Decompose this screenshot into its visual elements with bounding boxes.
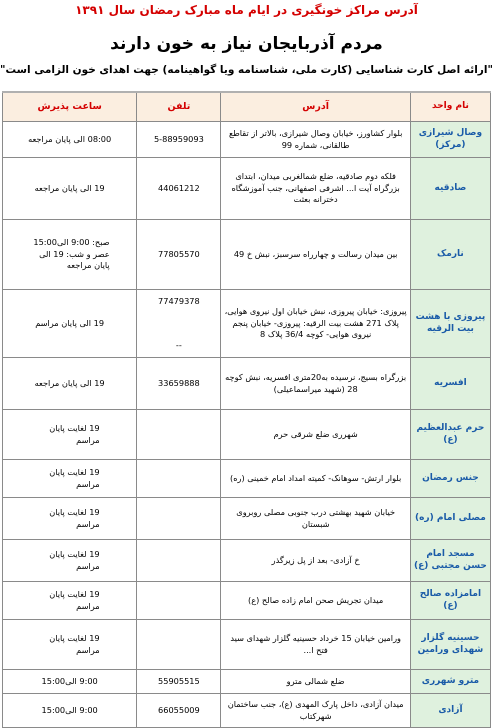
table-row <box>3 122 491 158</box>
row-phone <box>137 540 221 582</box>
table-row <box>3 498 491 540</box>
row-hours <box>3 582 137 620</box>
row-address: خ آزادی- بعد از پل زیرگذر <box>221 540 410 582</box>
row-address: بین میدان رسالت و چهارراه سرسبز، نبش خ 49 <box>221 220 410 290</box>
row-name: حسینیه گلزار شهدای ورامین <box>410 620 490 670</box>
row-phone <box>137 498 221 540</box>
table-row <box>3 220 491 290</box>
row-phone: 77805570 <box>137 220 221 290</box>
row-name: امامزاده صالح (ع) <box>410 582 490 620</box>
top-title: آدرس مراکز خونگیری در ایام ماه مبارک رمضان سال ۱۳۹۱ <box>75 3 418 17</box>
row-hours-text: 19 لغایت پایان مراسم <box>49 423 100 445</box>
row-phone <box>137 410 221 460</box>
row-phone: 66055009 <box>137 694 221 728</box>
table-row <box>3 410 491 460</box>
row-phone: 33659888 <box>137 358 221 410</box>
row-name: آزادی <box>410 694 490 728</box>
header-phone: تلفن <box>137 92 221 122</box>
row-address: پیروزی: خیابان پیروزی، نبش خیابان اول نیروی هوایی، پلاک 271 هشت بیت الرقیه: پیروزی- خیابان پنجم نیروی هوایی- کوچه 36/4 پلاک 8 <box>221 290 410 358</box>
row-phone <box>137 290 221 358</box>
row-address: بزرگراه بسیج، نرسیده به20متری افسریه، نبش کوچه 28 (شهید میراسماعیلی) <box>221 358 410 410</box>
header-address: آدرس <box>221 92 410 122</box>
row-hours <box>3 498 137 540</box>
table-row <box>3 358 491 410</box>
row-hours: 9:00 الی15:00 <box>3 670 137 694</box>
row-name: پیروزی با هشت بیت الرقیه <box>410 290 490 358</box>
table-row <box>3 460 491 498</box>
row-hours <box>3 410 137 460</box>
row-phone <box>137 620 221 670</box>
table-row <box>3 158 491 220</box>
row-hours-text: 19 لغایت پایان مراسم <box>49 507 100 529</box>
row-address: بلوار کشاورز، خیابان وصال شیرازی، بالاتر از تقاطع طالقانی، شماره 99 <box>221 122 410 158</box>
row-hours: 19 الی پایان مراجعه <box>3 158 137 220</box>
row-hours <box>3 620 137 670</box>
table-row <box>3 694 491 728</box>
row-name: مترو شهرری <box>410 670 490 694</box>
row-name: حرم عبدالعظیم (ع) <box>410 410 490 460</box>
row-phone <box>137 582 221 620</box>
table-row <box>3 290 491 358</box>
table-row <box>3 540 491 582</box>
table-row <box>3 670 491 694</box>
row-hours: 19 الی پایان مراسم <box>3 290 137 358</box>
row-hours-text: 19 لغایت پایان مراسم <box>49 467 100 489</box>
row-address: ضلع شمالی مترو <box>221 670 410 694</box>
row-phone: 5-88959093 <box>137 122 221 158</box>
row-phone-extra: -- <box>175 340 182 350</box>
header-hours: ساعت پذیرش <box>3 92 137 122</box>
row-name: صادقیه <box>410 158 490 220</box>
row-name: جنس رمضان <box>410 460 490 498</box>
row-address: خیابان شهید بهشتی درب جنوبی مصلی روبروی شبستان <box>221 498 410 540</box>
row-name: افسریه <box>410 358 490 410</box>
row-address: میدان آزادی، داخل پارک المهدی (ع)، جنب ساختمان شهرکتاب <box>221 694 410 728</box>
table-header-row <box>3 92 491 122</box>
row-name: مسجد امام حسن مجتبی (ع) <box>410 540 490 582</box>
row-hours <box>3 460 137 498</box>
row-name: مصلی امام (ره) <box>410 498 490 540</box>
row-hours <box>3 220 137 290</box>
row-name: نارمک <box>410 220 490 290</box>
row-phone: 55905515 <box>137 670 221 694</box>
row-hours <box>3 122 137 158</box>
centers-table <box>2 91 491 728</box>
row-hours-text: صبح: 9:00 الی15:00 عصر و شب: 19 الی پایان مراجعه <box>33 237 110 271</box>
row-hours <box>3 540 137 582</box>
row-address: بلوار ارتش- سوهانک- کمیته امداد امام خمینی (ره) <box>221 460 410 498</box>
row-address: فلکه دوم صادقیه، ضلع شمالغربی میدان، ابتدای بزرگراه آیت ا... اشرفی اصفهانی، جنب آموزشگاه دخترانه بعثت <box>221 158 410 220</box>
table-row <box>3 582 491 620</box>
row-hours: 19 الی پایان مراجعه <box>3 358 137 410</box>
row-address: شهرری ضلع شرقی حرم <box>221 410 410 460</box>
row-hours-text: 19 لغایت پایان مراسم <box>49 589 100 611</box>
row-address: میدان تجریش صحن امام زاده صالح (ع) <box>221 582 410 620</box>
row-address: ورامین خیابان 15 خرداد حسینیه گلزار شهدای سید فتح ا... <box>221 620 410 670</box>
row-phone-value: 77479378 <box>158 295 200 306</box>
row-hours-text: 08:00 الی پایان مراجعه <box>28 133 112 144</box>
row-hours: 9:00 الی15:00 <box>3 694 137 728</box>
header-name: نام واحد <box>410 92 490 122</box>
row-name: وصال شیرازی (مرکز) <box>410 122 490 158</box>
subtitle: "ارائه اصل کارت شناسایی (کارت ملی، شناسنامه ویا گواهینامه) جهت اهدای خون الزامی است" <box>0 64 493 76</box>
page-header <box>0 0 493 78</box>
table-row <box>3 620 491 670</box>
main-title: مردم آذربایجان نیاز به خون دارند <box>110 34 383 54</box>
row-hours-text: 19 لغایت پایان مراسم <box>49 549 100 571</box>
row-phone: 44061212 <box>137 158 221 220</box>
row-phone <box>137 460 221 498</box>
row-hours-text: 19 لغایت پایان مراسم <box>49 633 100 655</box>
